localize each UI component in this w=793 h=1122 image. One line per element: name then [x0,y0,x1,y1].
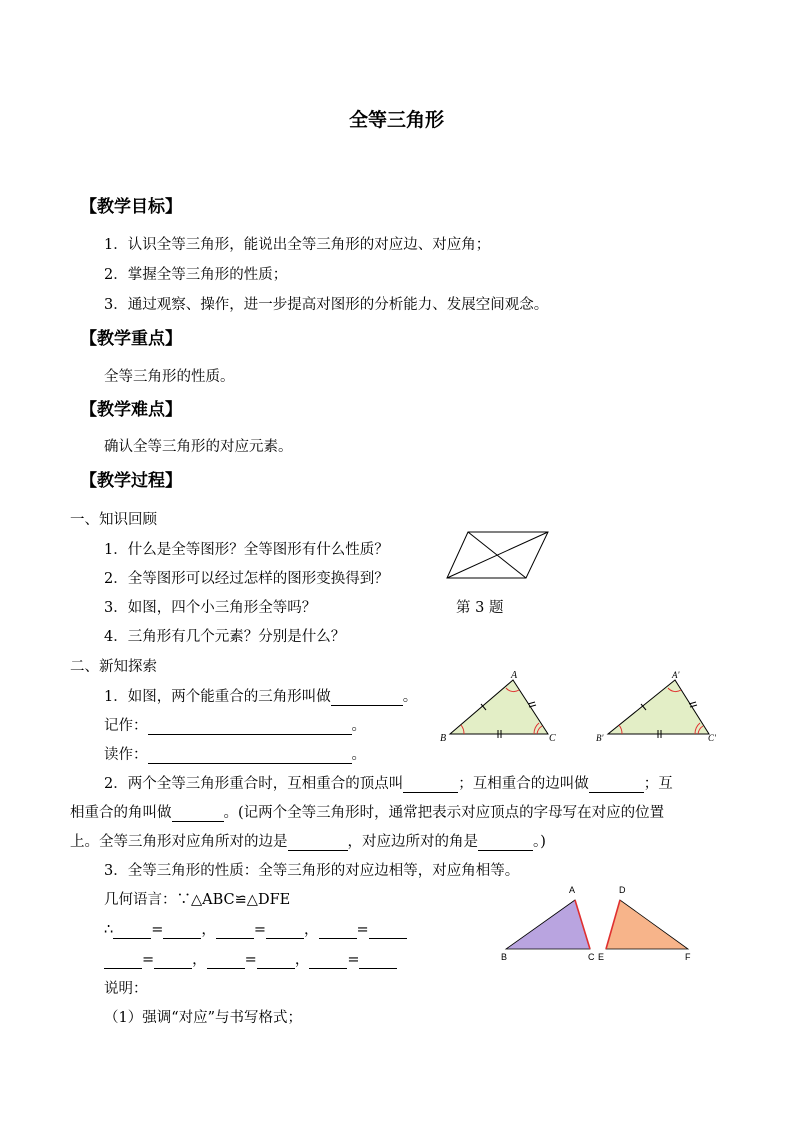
answer-blank[interactable] [266,924,304,939]
equals: = [253,922,267,938]
part1-heading: 一、知识回顾 [70,512,157,528]
q2-line-2 [70,801,664,822]
review-item: 4．三角形有几个元素？分别是什么？ [104,629,346,645]
review-item: 1．什么是全等图形？全等图形有什么性质？ [104,542,389,558]
equals: = [347,952,360,968]
equals: = [142,952,155,968]
page-title: 全等三角形 [348,109,444,131]
answer-blank[interactable] [359,954,397,969]
answer-blank[interactable] [148,749,352,764]
comma: ， [192,952,207,968]
triangle-abc [440,670,556,744]
vertex-label: A [569,885,576,895]
part2-heading: 二、新知探索 [70,659,157,675]
section-process: 【教学过程】 [80,471,182,491]
equals: = [356,922,369,938]
answer-blank[interactable] [172,807,224,822]
note-item: （1）强调“对应”与书写格式； [104,1010,303,1026]
write-line [104,714,366,735]
answer-blank[interactable] [216,924,254,939]
key-text: 全等三角形的性质。 [104,369,235,385]
comma: ， [201,922,216,938]
answer-blank[interactable] [104,954,142,969]
vertex-label: A [511,670,518,681]
answer-blank[interactable] [113,924,151,939]
q2-text: ；互 [643,776,673,792]
vertex-label: C [549,733,556,744]
review-item: 3．如图，四个小三角形全等吗？ [104,600,317,616]
vertex-label: E [598,952,605,962]
vertex-label: C [588,952,595,962]
comma: ， [304,922,319,938]
section-key: 【教学重点】 [80,329,182,349]
equals: = [151,922,164,938]
q2-text: ，对应边所对的角是 [347,834,478,850]
equals: = [244,952,257,968]
section-difficult: 【教学难点】 [80,400,182,420]
vertex-label: C' [708,733,716,743]
figure-caption: 第 3 题 [456,600,504,616]
geometry-language: 几何语言：∵△ABC≌△DFE [104,892,291,908]
answer-blank[interactable] [309,954,347,969]
vertex-label: B [440,733,447,744]
answer-blank[interactable] [148,720,352,735]
review-item: 2．全等图形可以经过怎样的图形变换得到？ [104,571,389,587]
equation-row-2 [104,948,397,969]
colored-triangles-figure [498,880,702,964]
note-label: 说明： [104,981,148,997]
goal-item: 3．通过观察、操作，进一步提高对图形的分析能力、发展空间观念。 [104,297,549,313]
answer-blank[interactable] [319,924,357,939]
congruent-triangles-figure [438,668,728,746]
q2-text: 相重合的角叫做 [70,805,172,821]
vertex-label: A' [672,670,680,680]
q2-text: 。) [533,834,546,850]
section-goals: 【教学目标】 [80,197,182,217]
answer-blank[interactable] [163,924,201,939]
vertex-label: F [685,952,691,962]
comma: ， [294,952,310,968]
q2-text: 2．两个全等三角形重合时，互相重合的顶点叫 [104,776,404,792]
write-label: 记作： [104,718,148,734]
q2-text: 。(记两个全等三角形时，通常把表示对应顶点的字母写在对应的位置 [223,805,665,821]
q1-line [104,685,417,706]
parallelogram-figure [445,530,555,582]
answer-blank[interactable] [478,836,533,851]
q2-text: 上。全等三角形对应角所对的边是 [70,834,288,850]
q1-text: 1．如图，两个能重合的三角形叫做 [104,689,331,705]
vertex-label: B [501,952,508,962]
answer-blank[interactable] [207,954,245,969]
triangle-a-prime [596,670,717,743]
answer-blank[interactable] [589,778,644,793]
therefore-symbol: ∴ [104,922,114,938]
q2-line-3 [70,830,546,851]
equation-row-1 [104,918,407,939]
period: 。 [351,718,366,734]
answer-blank[interactable] [257,954,295,969]
period: 。 [351,747,366,763]
q2-line-1 [104,772,673,793]
q1-end: 。 [402,689,418,705]
difficult-text: 确认全等三角形的对应元素。 [104,439,293,455]
vertex-label: D [619,885,626,895]
q2-text: ；互相重合的边叫做 [458,776,589,792]
goal-item: 2．掌握全等三角形的性质； [104,267,288,283]
answer-blank[interactable] [154,954,192,969]
answer-blank[interactable] [403,778,458,793]
answer-blank[interactable] [369,924,407,939]
q3-text: 3．全等三角形的性质：全等三角形的对应边相等，对应角相等。 [104,863,520,879]
vertex-label: B' [596,733,604,743]
answer-blank[interactable] [331,691,403,706]
answer-blank[interactable] [288,836,348,851]
read-label: 读作： [104,747,148,763]
goal-item: 1．认识全等三角形，能说出全等三角形的对应边、对应角； [104,237,491,253]
read-line [104,743,366,764]
